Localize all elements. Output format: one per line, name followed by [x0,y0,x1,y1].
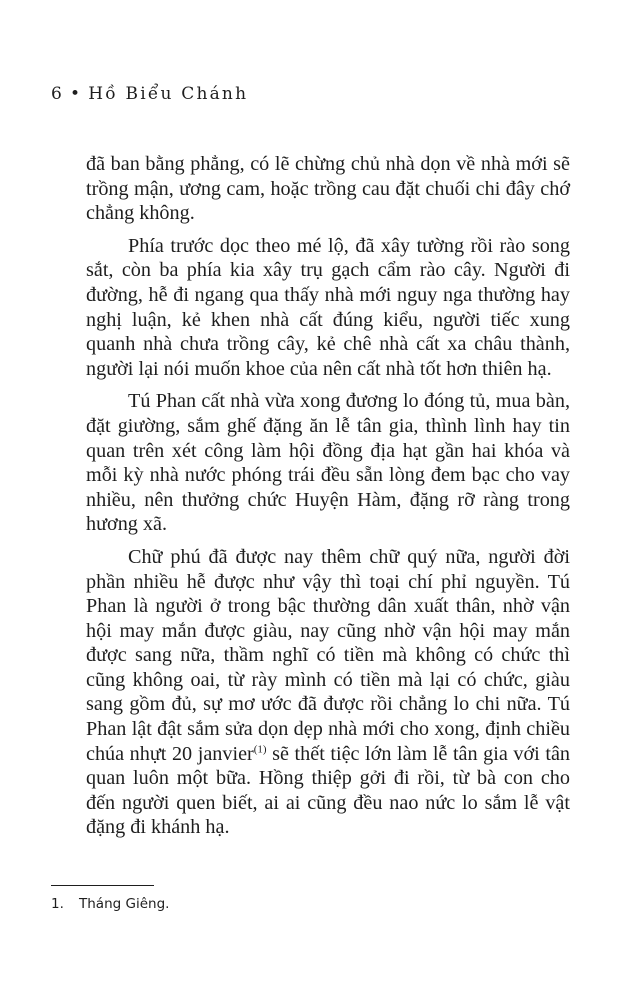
footnote-text: Tháng Giêng. [79,896,170,912]
paragraph-continuation: đã ban bằng phẳng, có lẽ chừng chủ nhà dọn về nhà mới sẽ trồng mận, ương cam, hoặc trồng cau đặt chuối chi đây chớ chẳng không. [86,153,570,225]
paragraph-text: sẽ thết tiệc lớn làm lễ tân gia với tân quan luôn một bữa. Hồng thiệp gởi đi rồi, từ bà con cho đến người quen biết, ai ai cũng đều nao nức lo sắm lễ vật đặng đi khánh hạ. [86,742,570,839]
paragraph-text: Chữ phú đã được nay thêm chữ quý nữa, người đời phần nhiều hễ được như vậy thì toại chí phỉ nguyền. Tú Phan là người ở trong bậc thường dân xuất thân, nhờ vận hội may mắn được giàu, nay cũng nhờ vận hội may mắn được sang nữa, thầm nghĩ có tiền mà không có chức thì cũng không oai, từ rày mình có tiền mà lại có chức, giàu sang gồm đủ, sự mơ ước đã được rồi chẳng lo chi nữa. Tú Phan lật đật sắm sửa dọn dẹp nhà mới cho xong, định chiều chúa nhựt 20 janvier [86,545,570,765]
footnote-divider [51,885,154,886]
header-separator: • [70,84,83,104]
author-name: Hồ Biểu Chánh [88,84,249,104]
body-text [86,152,570,848]
paragraph: Tú Phan cất nhà vừa xong đương lo đóng tủ, mua bàn, đặt giường, sắm ghế đặng ăn lễ tân gia, thình lình hay tin quan trên xét công làm hội đồng địa hạt gần hai khóa và mỗi kỳ nhà nước phóng trái đều sẵn lòng đem bạc cho vay nhiều, nên thưởng chức Huyện Hàm, đặng rỡ ràng trong hương xã. [86,390,570,536]
footnote [51,896,169,912]
paragraph: Phía trước dọc theo mé lộ, đã xây tường rồi rào song sắt, còn ba phía kia xây trụ gạch cẩm rào cây. Người đi đường, hễ đi ngang qua thấy nhà mới nguy nga thường hay nghị luận, kẻ khen nhà cất đúng kiểu, người tiếc xung quanh nhà chưa trồng cây, kẻ chê nhà cất xa châu thành, người lại nói muốn khoe của nên cất nhà tốt hơn thiên hạ. [86,234,570,380]
footnote-reference[interactable]: (1) [253,742,267,755]
footnote-number: 1. [51,896,64,912]
page-number: 6 [51,84,65,104]
running-header [51,84,248,104]
paragraph [86,545,570,840]
